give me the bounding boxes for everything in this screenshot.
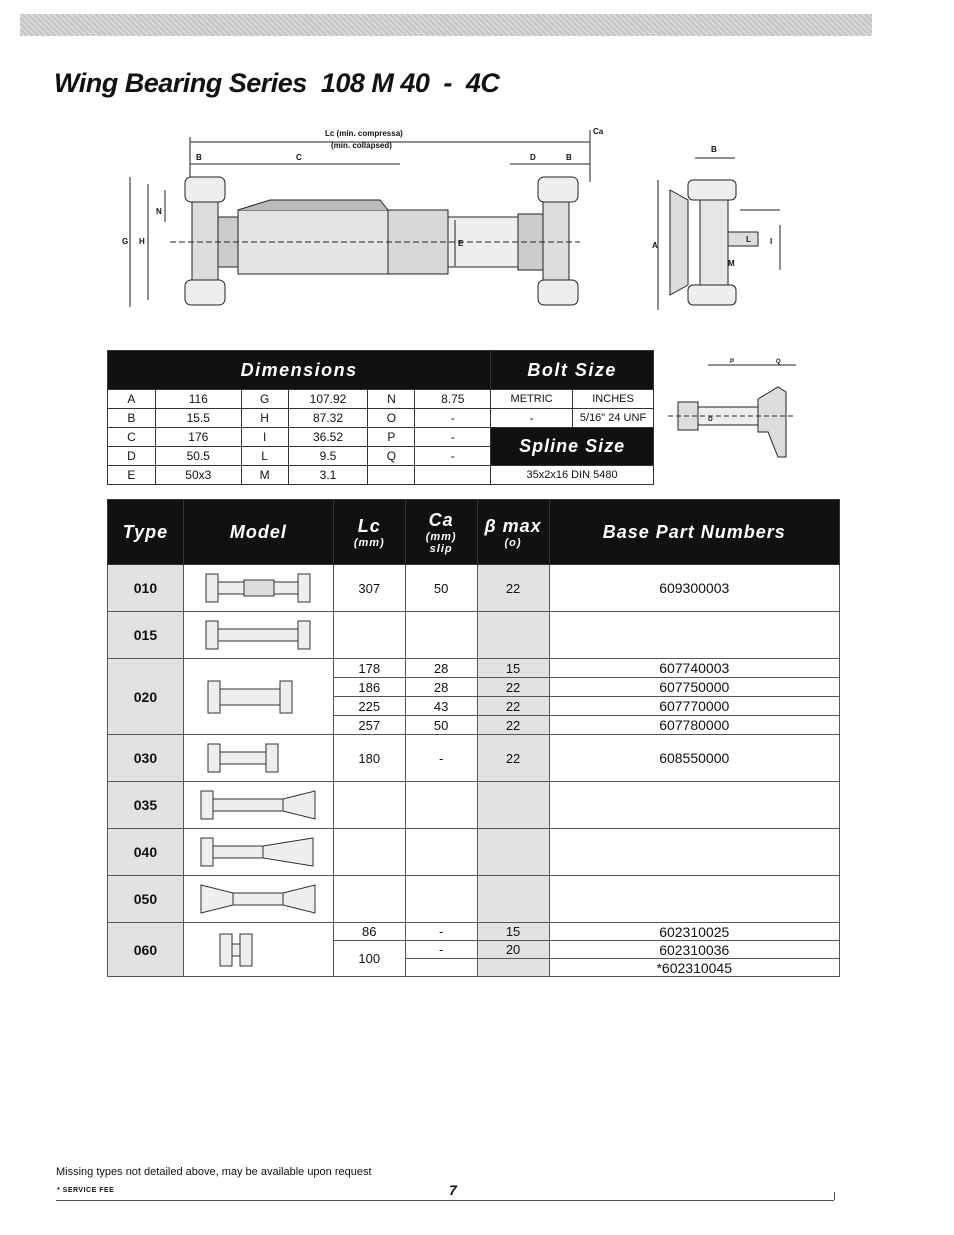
part-number-cell: 608550000 [549, 735, 840, 782]
dim-value: 107.92 [288, 390, 368, 409]
dim-label: E [108, 466, 156, 485]
lc-cell: 100 [333, 941, 405, 977]
shaft-model-icon [198, 617, 318, 653]
dim-label: G [241, 390, 288, 409]
dim-value: - [415, 428, 491, 447]
model-cell [183, 782, 333, 829]
dim-label: P [368, 428, 415, 447]
b-label-right: B [566, 153, 572, 162]
driveshaft-drawing [110, 122, 630, 337]
ca-label: Ca [593, 127, 604, 136]
dim-value: 50.5 [155, 447, 241, 466]
part-number-cell: 607770000 [549, 697, 840, 716]
dim-label [368, 466, 415, 485]
q-label: Q [776, 359, 781, 365]
type-cell: 015 [108, 612, 184, 659]
beta-cell [477, 876, 549, 923]
l-label: L [746, 235, 751, 244]
table-row [108, 923, 840, 941]
dim-value: 87.32 [288, 409, 368, 428]
lc-cell [333, 782, 405, 829]
footer-divider-tick [834, 1192, 835, 1200]
e-label: E [458, 239, 464, 248]
beta-cell [477, 612, 549, 659]
dim-value: 36.52 [288, 428, 368, 447]
ca-cell: 50 [405, 716, 477, 735]
type-cell: 030 [108, 735, 184, 782]
dimensions-table [107, 350, 654, 485]
dim-label: Q [368, 447, 415, 466]
part-number-cell [549, 612, 840, 659]
shaft-model-icon [198, 930, 318, 970]
part-number-cell [549, 876, 840, 923]
lc-cell: 307 [333, 565, 405, 612]
c-label: C [296, 153, 302, 162]
base-part-numbers-header: Base Part Numbers [549, 500, 840, 565]
dim-row [108, 428, 654, 447]
ca-cell: - [405, 923, 477, 941]
model-cell [183, 659, 333, 735]
beta-cell [477, 959, 549, 977]
part-number-cell: 607740003 [549, 659, 840, 678]
type-cell: 020 [108, 659, 184, 735]
ca-cell: 50 [405, 565, 477, 612]
beta-cell: 22 [477, 565, 549, 612]
beta-cell: 15 [477, 659, 549, 678]
dim-value: 9.5 [288, 447, 368, 466]
part-number-cell: 602310036 [549, 941, 840, 959]
shaft-model-icon [198, 740, 318, 776]
ca-cell: 28 [405, 678, 477, 697]
i-label: I [770, 237, 773, 246]
p-label: P [730, 359, 735, 365]
lc-cell: 186 [333, 678, 405, 697]
ca-cell: - [405, 941, 477, 959]
ca-cell [405, 612, 477, 659]
lc-cell [333, 829, 405, 876]
spline-size-header: Spline Size [491, 428, 654, 466]
part-number-cell: 607750000 [549, 678, 840, 697]
footer-note: Missing types not detailed above, may be available upon request [56, 1166, 372, 1178]
lc-cell: 257 [333, 716, 405, 735]
dim-value [415, 466, 491, 485]
model-cell [183, 829, 333, 876]
lc-cell: 178 [333, 659, 405, 678]
type-cell: 060 [108, 923, 184, 977]
model-cell [183, 565, 333, 612]
spline-shaft-drawing [668, 357, 803, 465]
beta-cell: 15 [477, 923, 549, 941]
b-label-left: B [196, 153, 202, 162]
lc-cell [333, 876, 405, 923]
lc-header: Lc (mm) [333, 500, 405, 565]
flange-side-view [640, 140, 800, 320]
dim-row [108, 409, 654, 428]
model-header: Model [183, 500, 333, 565]
type-cell: 040 [108, 829, 184, 876]
n-label: N [156, 207, 162, 216]
ca-cell: 43 [405, 697, 477, 716]
dim-value: 50x3 [155, 466, 241, 485]
table-row [108, 782, 840, 829]
type-cell: 035 [108, 782, 184, 829]
dim-label: D [108, 447, 156, 466]
page-number: 7 [449, 1182, 457, 1198]
dim-label: O [368, 409, 415, 428]
beta-cell: 22 [477, 678, 549, 697]
part-number-cell: 609300003 [549, 565, 840, 612]
shaft-model-icon [198, 675, 318, 719]
lc-collapsed-label: (min. collapsed) [331, 141, 392, 150]
dim-label: B [108, 409, 156, 428]
lc-cell: 180 [333, 735, 405, 782]
dim-value: 3.1 [288, 466, 368, 485]
ca-cell: 28 [405, 659, 477, 678]
beta-max-header: β max (o) [477, 500, 549, 565]
dim-label: N [368, 390, 415, 409]
g-label: G [122, 237, 129, 246]
table-row [108, 565, 840, 612]
dim-label: M [241, 466, 288, 485]
part-number-cell [549, 782, 840, 829]
dim-value: 116 [155, 390, 241, 409]
ca-cell [405, 876, 477, 923]
table-row [108, 829, 840, 876]
bolt-metric-value: - [491, 409, 573, 428]
model-cell [183, 876, 333, 923]
part-numbers-table [107, 499, 840, 977]
dim-label: I [241, 428, 288, 447]
table-header-row [108, 500, 840, 565]
ca-cell [405, 959, 477, 977]
table-row [108, 612, 840, 659]
bolt-size-header: Bolt Size [491, 351, 654, 390]
bolt-inches-header: INCHES [573, 390, 654, 409]
dim-value: 15.5 [155, 409, 241, 428]
lc-label: Lc (min. compressa) [325, 129, 403, 138]
dim-label: A [108, 390, 156, 409]
bolt-metric-header: METRIC [491, 390, 573, 409]
lc-cell: 86 [333, 923, 405, 941]
m-label: M [728, 259, 735, 268]
footer-divider [56, 1200, 834, 1201]
bolt-inches-value: 5/16" 24 UNF [573, 409, 654, 428]
dim-value: 8.75 [415, 390, 491, 409]
beta-cell: 22 [477, 735, 549, 782]
shaft-model-icon [193, 834, 323, 870]
d-label: D [530, 153, 536, 162]
shaft-model-icon [198, 570, 318, 606]
model-cell [183, 923, 333, 977]
lc-cell [333, 612, 405, 659]
dim-value: - [415, 447, 491, 466]
type-cell: 010 [108, 565, 184, 612]
beta-cell: 20 [477, 941, 549, 959]
a-label: A [652, 241, 658, 250]
beta-cell: 22 [477, 716, 549, 735]
ca-cell [405, 829, 477, 876]
ca-cell [405, 782, 477, 829]
beta-cell: 22 [477, 697, 549, 716]
model-cell [183, 612, 333, 659]
header-bar [20, 14, 872, 36]
dim-label: C [108, 428, 156, 447]
type-cell: 050 [108, 876, 184, 923]
ca-header: Ca (mm) slip [405, 500, 477, 565]
dimensions-header: Dimensions [108, 351, 491, 390]
lc-cell: 225 [333, 697, 405, 716]
dim-row [108, 466, 654, 485]
ca-cell: - [405, 735, 477, 782]
shaft-model-icon [193, 881, 323, 917]
part-number-cell: 602310025 [549, 923, 840, 941]
part-number-cell: 607780000 [549, 716, 840, 735]
table-row [108, 735, 840, 782]
h-label: H [139, 237, 145, 246]
type-header: Type [108, 500, 184, 565]
side-b-label: B [711, 145, 717, 154]
shaft-model-icon [193, 787, 323, 823]
model-cell [183, 735, 333, 782]
spline-size-value: 35x2x16 DIN 5480 [491, 466, 654, 485]
dim-label: L [241, 447, 288, 466]
page-title: Wing Bearing Series 108 M 40 - 4C [54, 68, 500, 98]
dim-label: H [241, 409, 288, 428]
o-label: O [708, 417, 713, 423]
dim-value: 176 [155, 428, 241, 447]
table-row [108, 659, 840, 678]
beta-cell [477, 829, 549, 876]
service-fee-note: * SERVICE FEE [57, 1187, 115, 1194]
table-row [108, 876, 840, 923]
part-number-cell: *602310045 [549, 959, 840, 977]
dim-row [108, 390, 654, 409]
beta-cell [477, 782, 549, 829]
dim-value: - [415, 409, 491, 428]
part-number-cell [549, 829, 840, 876]
